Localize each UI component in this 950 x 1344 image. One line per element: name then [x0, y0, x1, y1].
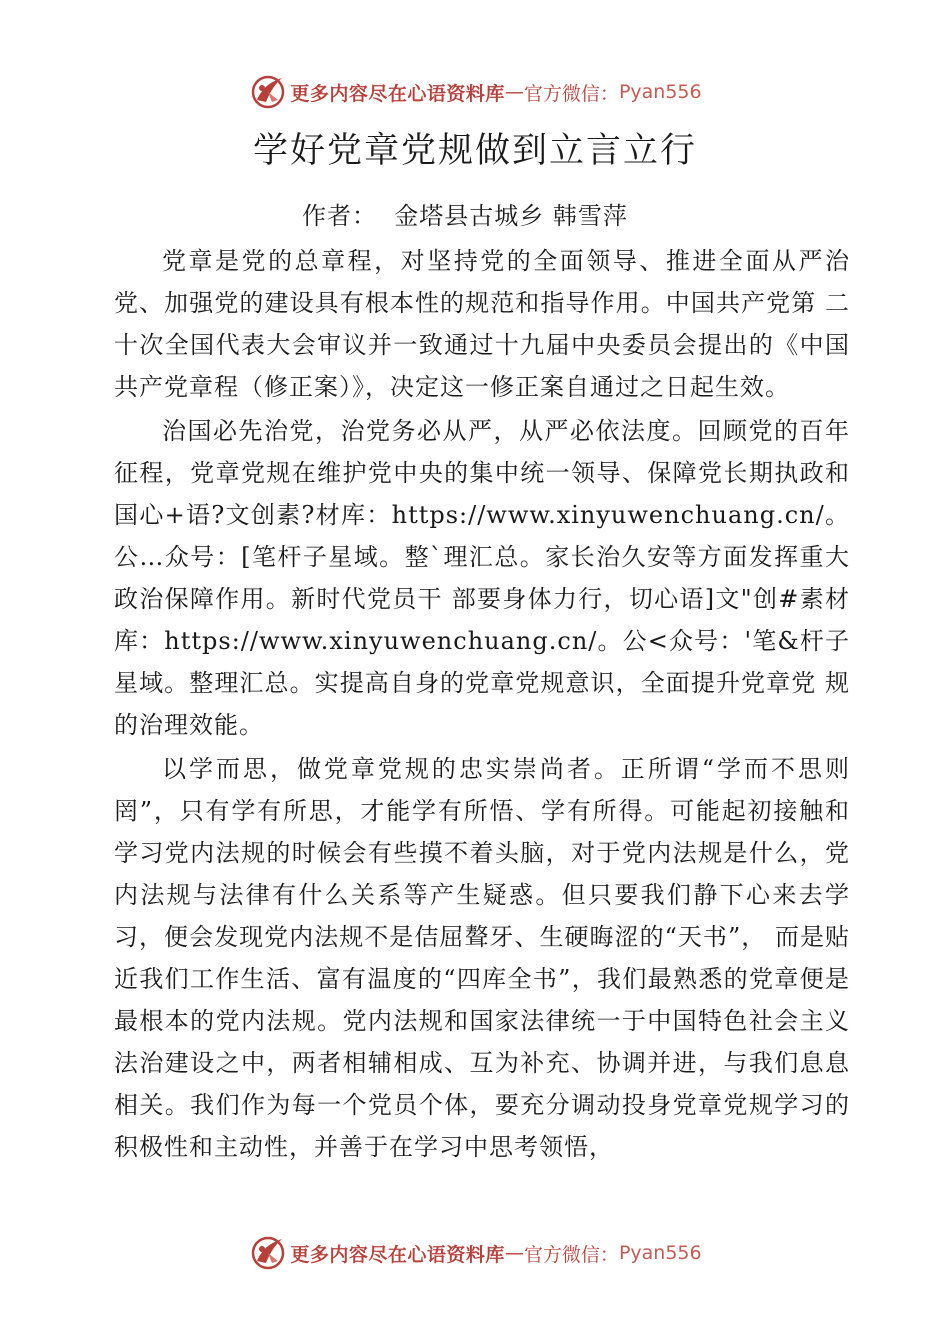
brand-logo-icon	[248, 1233, 288, 1273]
banner-wechat-label: 官方微信：	[523, 1243, 619, 1266]
brand-logo-icon	[248, 72, 288, 112]
banner-brand-text: 更多内容尽在心语资料库	[290, 82, 505, 105]
banner-wechat-id: Pyan556	[618, 81, 702, 103]
banner-brand-text: 更多内容尽在心语资料库	[290, 1243, 505, 1266]
banner-wechat-label: 官方微信：	[523, 82, 619, 105]
banner-dash: —	[504, 1242, 524, 1264]
header-banner	[0, 70, 950, 114]
author-line: 作者： 金塔县古城乡 韩雪萍	[302, 202, 628, 230]
footer-banner	[0, 1231, 950, 1275]
document-title: 学好党章党规做到立言立行	[252, 131, 697, 171]
paragraph-2: 治国必先治党，治党务必从严，从严必依法度。回顾党的百年征程，党章党规在维护党中央的集中统一领导、保障党长期执政和国心+语?文创素?材库：https://www.xinyuwenchuang.cn/。公…众号：[笔杆子星域。整`理汇总。家长治久安等方面发挥重大政治保障作用。新时代党员干 部要身体力行，切心语]文"创#素材库：https://www.xinyuwenchuang.cn/。公<众号：'笔&杆子星域。整理汇总。实提高自身的党章党规意识，全面提升党章党 规的治理效能。	[114, 417, 850, 739]
paragraph-3: 以学而思，做党章党规的忠实崇尚者。正所谓“学而不思则罔”，只有学有所思，才能学有所悟、学有所得。可能起初接触和学习党内法规的时候会有些摸不着头脑，对于党内法规是什么，党内法规与法律有什么关系等产生疑惑。但只要我们静下心来去学习，便会发现党内法规不是佶屈聱牙、生硬晦涩的“天书”， 而是贴近我们工作生活、富有温度的“四库全书”，我们最熟悉的党章便是最根本的党内法规。党内法规和国家法律统一于中国特色社会主义法治建设之中，两者相辅相成、互为补充、协调并进，与我们息息相关。我们作为每一个党员个体，要充分调动投身党章党规学习的积极性和主动性，并善于在学习中思考领悟，	[114, 755, 850, 1161]
document-body	[114, 240, 850, 1168]
paragraph-1: 党章是党的总章程，对坚持党的全面领导、推进全面从严治党、加强党的建设具有根本性的规范和指导作用。中国共产党第 二十次全国代表大会审议并一致通过十九届中央委员会提出的《中国共产党章程（修正案）》，决定这一修正案自通过之日起生效。	[114, 247, 850, 401]
banner-wechat-id: Pyan556	[618, 1242, 702, 1264]
banner-dash: —	[504, 81, 524, 103]
